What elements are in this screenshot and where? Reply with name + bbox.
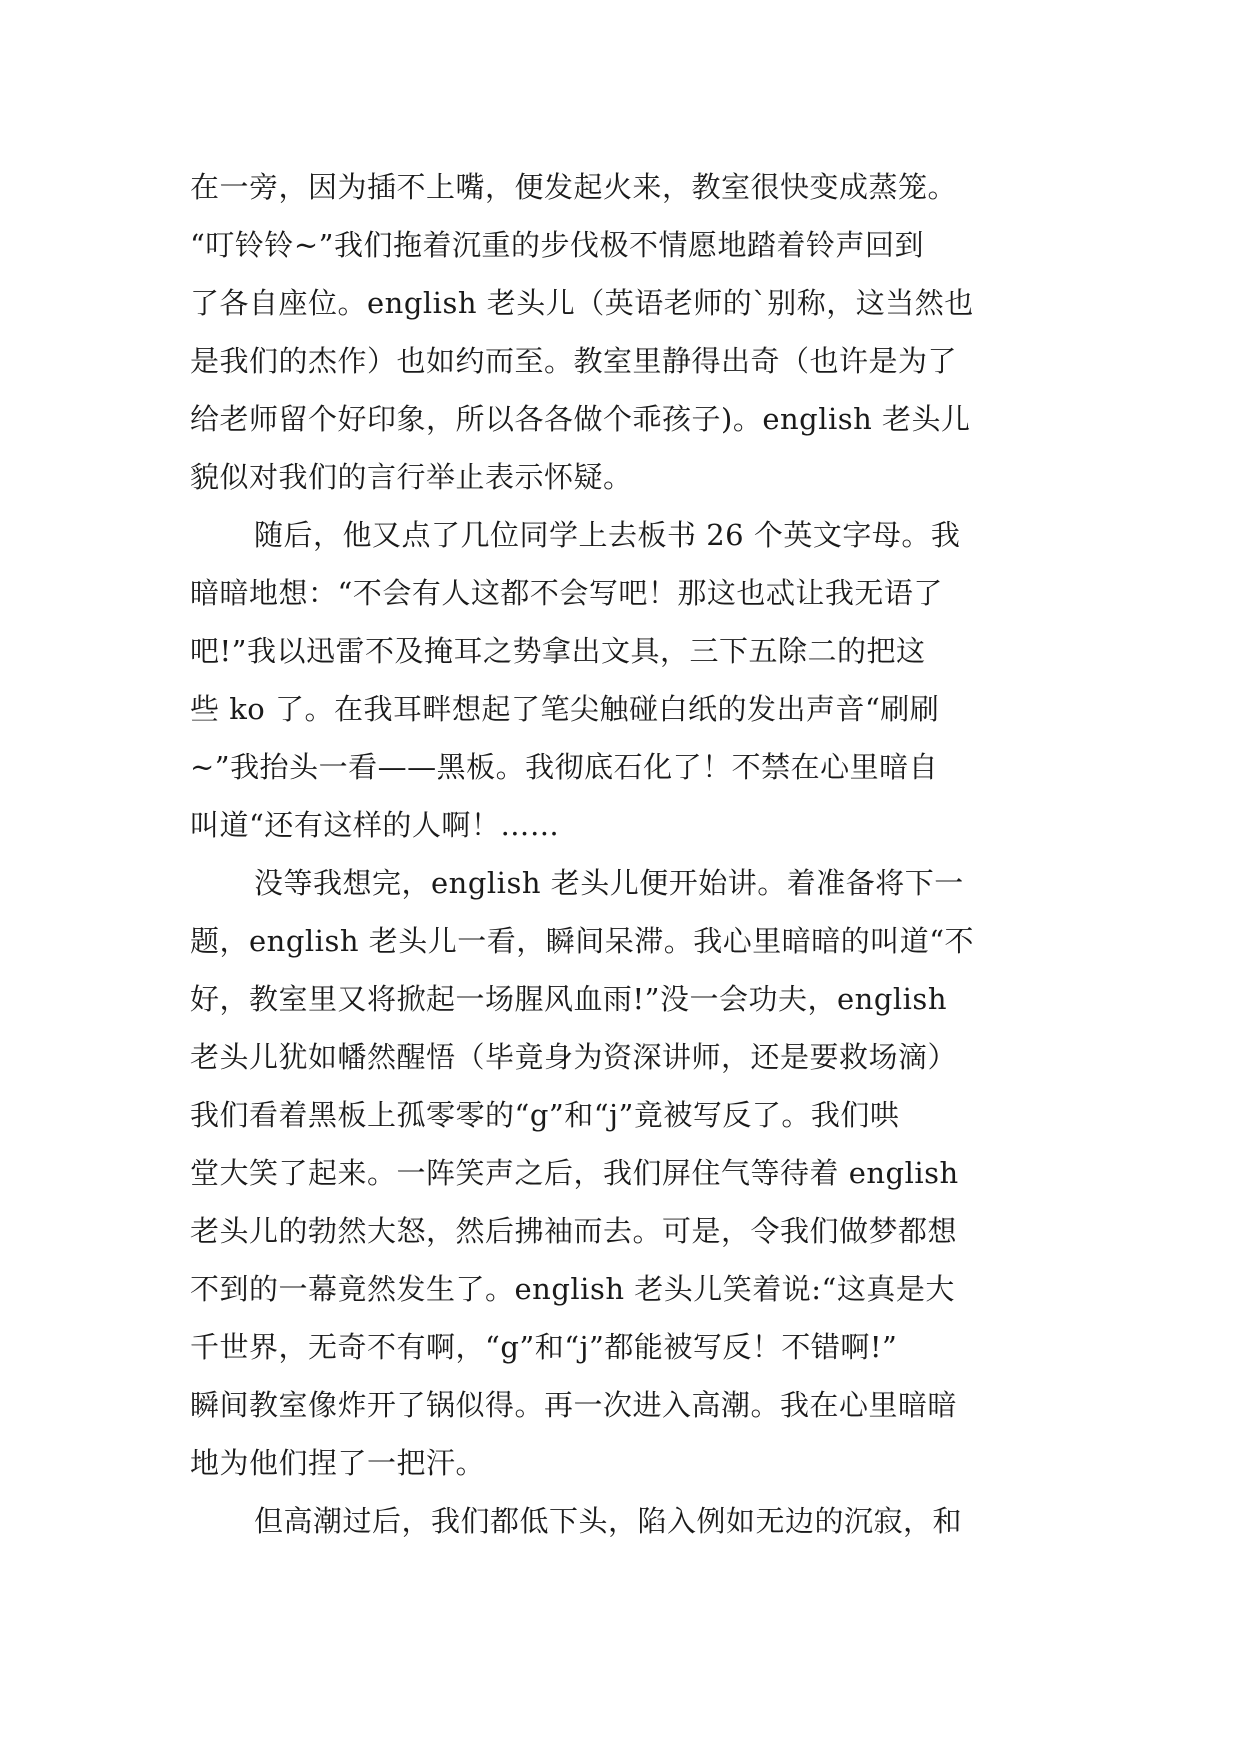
text-line: 貌似对我们的言行举止表示怀疑。 <box>190 460 633 494</box>
text-line: 没等我想完，english 老头儿便开始讲。着准备将下一 <box>254 866 964 900</box>
text-line: 但高潮过后，我们都低下头，陷入例如无边的沉寂，和 <box>254 1504 963 1538</box>
text-line: 吧!”我以迅雷不及掩耳之势拿出文具，三下五除二的把这 <box>190 634 926 668</box>
paragraph <box>190 1492 1065 1550</box>
text-line: 瞬间教室像炸开了锅似得。再一次进入高潮。我在心里暗暗 <box>190 1388 958 1422</box>
text-line: 些 ko 了。在我耳畔想起了笔尖触碰白纸的发出声音“刷刷 <box>190 692 940 726</box>
text-line: 给老师留个好印象，所以各各做个乖孩子)。english 老头儿 <box>190 402 971 436</box>
text-line: 千世界，无奇不有啊，“g”和“j”都能被写反！不错啊!” <box>190 1330 898 1364</box>
text-line: “叮铃铃~”我们拖着沉重的步伐极不情愿地踏着铃声回到 <box>190 228 924 262</box>
text-line: 老头儿的勃然大怒，然后拂袖而去。可是，令我们做梦都想 <box>190 1214 958 1248</box>
text-line: 随后，他又点了几位同学上去板书 26 个英文字母。我 <box>254 518 961 552</box>
text-line: 堂大笑了起来。一阵笑声之后，我们屏住气等待着 english <box>190 1156 959 1190</box>
paragraph <box>190 158 1065 506</box>
text-line: 在一旁，因为插不上嘴，便发起火来，教室很快变成蒸笼。 <box>190 170 958 204</box>
text-line: 不到的一幕竟然发生了。english 老头儿笑着说:“这真是大 <box>190 1272 955 1306</box>
text-line: 题，english 老头儿一看，瞬间呆滞。我心里暗暗的叫道“不 <box>190 924 975 958</box>
article-body <box>190 158 1065 1550</box>
paragraph <box>190 506 1065 854</box>
text-line: 地为他们捏了一把汗。 <box>190 1446 486 1480</box>
text-line: 了各自座位。english 老头儿（英语老师的`别称，这当然也 <box>190 286 974 320</box>
text-line: 好，教室里又将掀起一场腥风血雨!”没一会功夫，english <box>190 982 947 1016</box>
text-line: 暗暗地想：“不会有人这都不会写吧！那这也忒让我无语了 <box>190 576 943 610</box>
text-line: 叫道“还有这样的人啊！…… <box>190 808 560 842</box>
paragraph <box>190 854 1065 1492</box>
text-line: 是我们的杰作）也如约而至。教室里静得出奇（也许是为了 <box>190 344 958 378</box>
text-line: 我们看着黑板上孤零零的“g”和“j”竟被写反了。我们哄 <box>190 1098 900 1132</box>
text-line: ~”我抬头一看——黑板。我彻底石化了！不禁在心里暗自 <box>190 750 939 784</box>
text-line: 老头儿犹如幡然醒悟（毕竟身为资深讲师，还是要救场滴） <box>190 1040 958 1074</box>
